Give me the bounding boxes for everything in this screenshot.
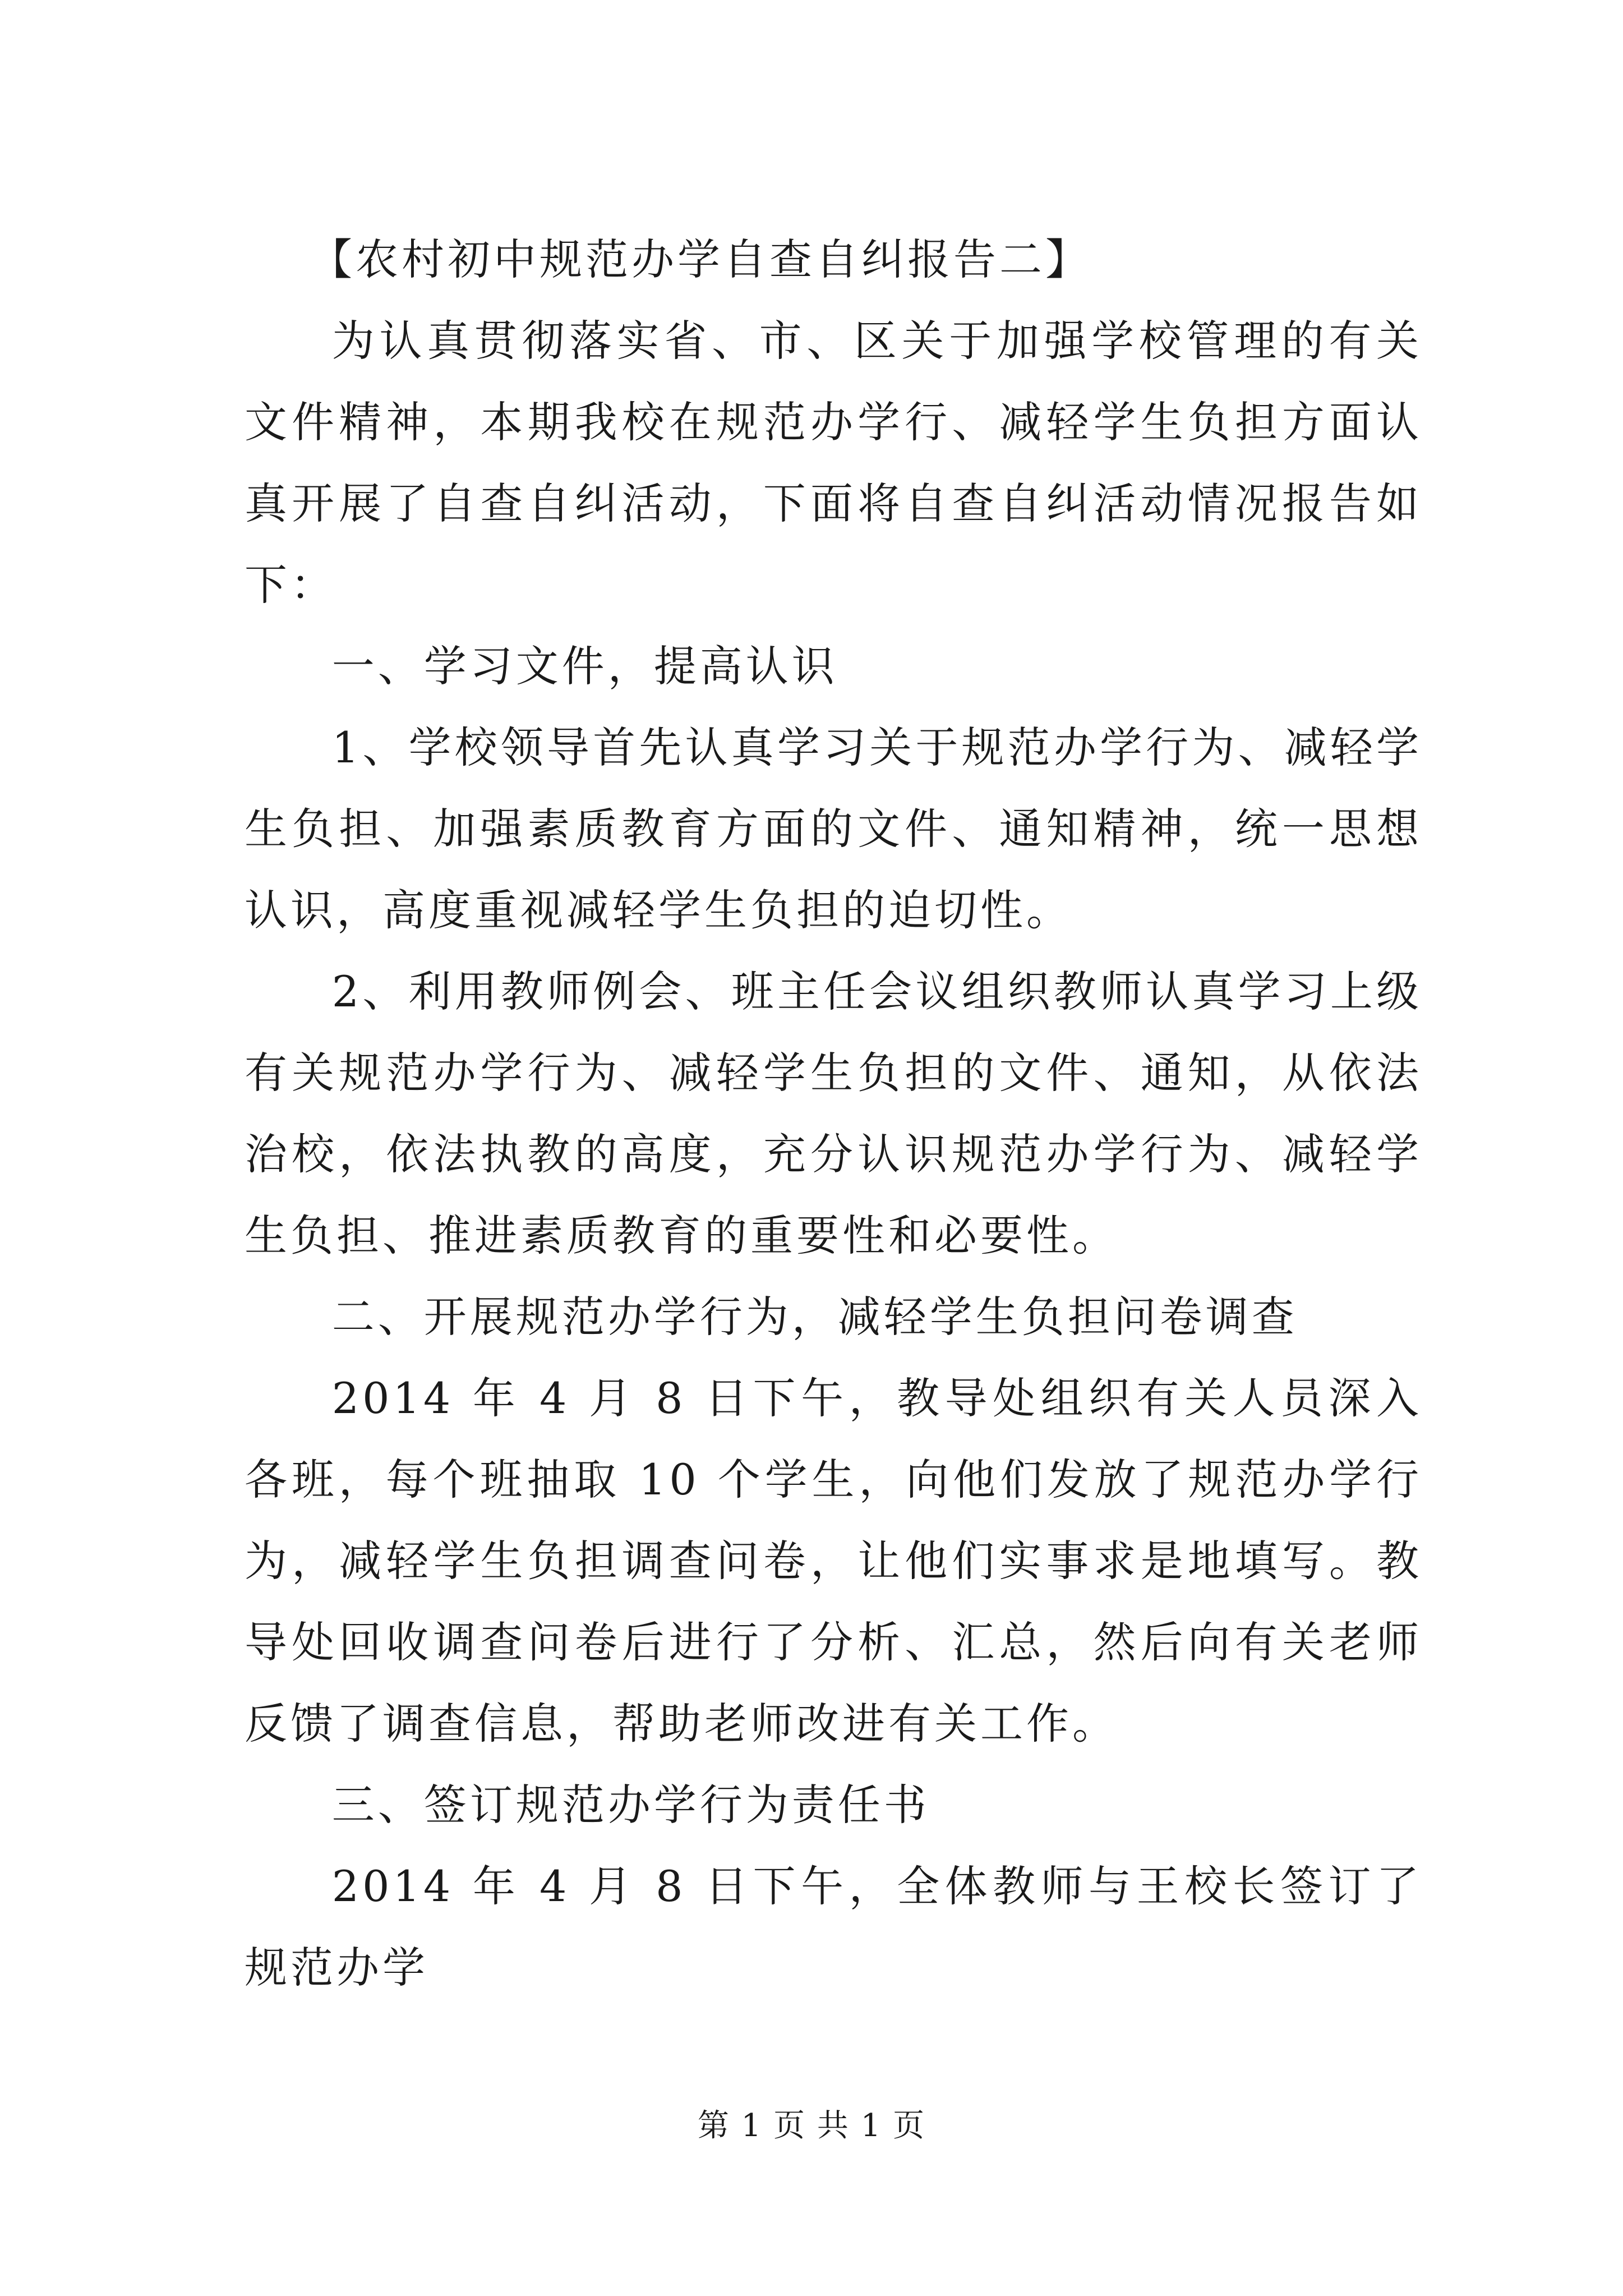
paragraph-survey: 2014 年 4 月 8 日下午，教导处组织有关人员深入各班，每个班抽取 10 个学生，向他们发放了规范办学行为，减轻学生负担调查问卷，让他们实事求是地填写。教导处回收调查问卷后进行了分析、汇总，然后向有关老师反馈了调查信息，帮助老师改进有关工作。 [245, 1373, 1422, 1749]
page-number-footer: 第 1 页 共 1 页 [697, 2108, 926, 2144]
paragraph-item-1: 1、学校领导首先认真学习关于规范办学行为、减轻学生负担、加强素质教育方面的文件、通知精神，统一思想认识，高度重视减轻学生负担的迫切性。 [245, 723, 1422, 935]
section-heading-1: 一、学习文件，提高认识 [331, 641, 838, 691]
document-title: 【农村初中规范办学自查自纠报告二】 [310, 234, 1091, 284]
section-heading-3: 三、签订规范办学行为责任书 [331, 1780, 930, 1830]
paragraph-item-2: 2、利用教师例会、班主任会议组织教师认真学习上级有关规范办学行为、减轻学生负担的文件、通知，从依法治校，依法执教的高度，充分认识规范办学行为、减轻学生负担、推进素质教育的重要性和必要性。 [245, 967, 1422, 1260]
paragraph-intro: 为认真贯彻落实省、市、区关于加强学校管理的有关文件精神，本期我校在规范办学行、减轻学生负担方面认真开展了自查自纠活动，下面将自查自纠活动情况报告如下： [245, 316, 1422, 610]
document-body [245, 219, 1422, 2008]
paragraph-responsibility: 2014 年 4 月 8 日下午，全体教师与王校长签订了规范办学 [245, 1861, 1422, 1993]
section-heading-2: 二、开展规范办学行为，减轻学生负担问卷调查 [331, 1292, 1298, 1342]
